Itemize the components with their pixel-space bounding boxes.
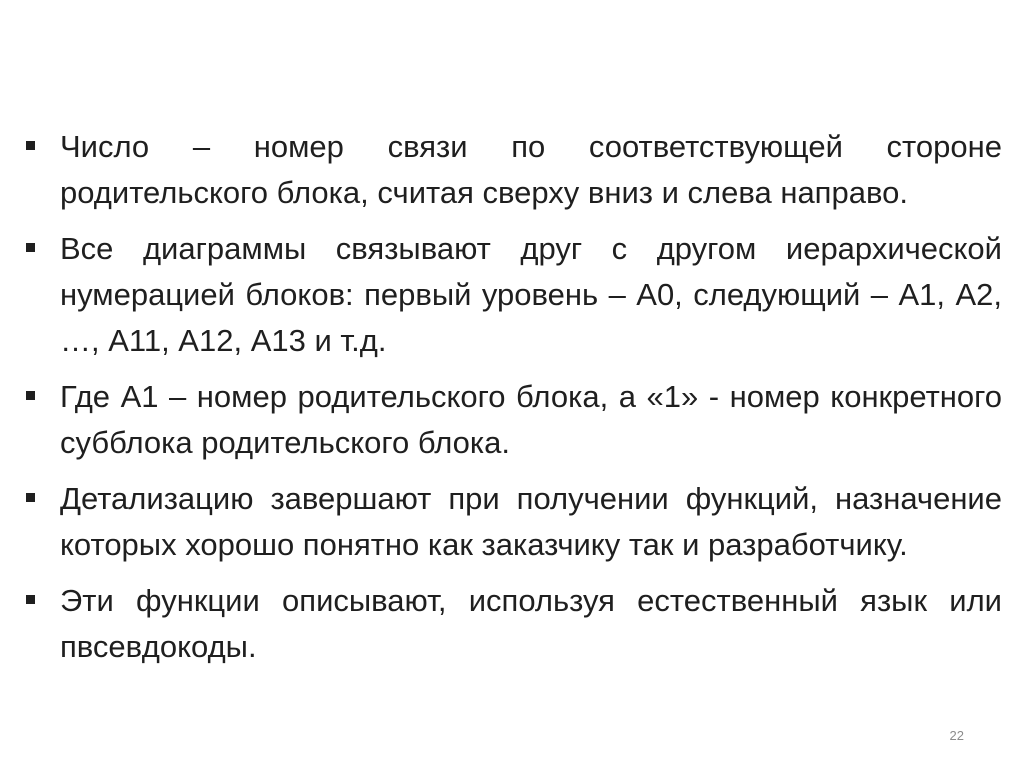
page-number: 22 bbox=[949, 728, 964, 743]
bullet-item bbox=[22, 476, 1002, 568]
square-bullet-icon bbox=[26, 391, 35, 400]
bullet-text: Все диаграммы связывают друг с другом иерархической нумерацией блоков: первый уровень – А0, следующий – А1, А2, …, А11, А12, А13 и т.д. bbox=[60, 231, 1002, 358]
bullet-item bbox=[22, 578, 1002, 670]
bullet-item bbox=[22, 226, 1002, 364]
bullet-item bbox=[22, 374, 1002, 466]
square-bullet-icon bbox=[26, 141, 35, 150]
bullet-text: Эти функции описывают, используя естественный язык или пвсевдокоды. bbox=[60, 583, 1002, 664]
bullet-text: Где А1 – номер родительского блока, а «1» - номер конкретного субблока родительского блока. bbox=[60, 379, 1002, 460]
square-bullet-icon bbox=[26, 595, 35, 604]
square-bullet-icon bbox=[26, 243, 35, 252]
bullet-text: Число – номер связи по соответствующей стороне родительского блока, считая сверху вниз и слева направо. bbox=[60, 129, 1002, 210]
bullet-list bbox=[22, 124, 1002, 680]
bullet-item bbox=[22, 124, 1002, 216]
bullet-text: Детализацию завершают при получении функций, назначение которых хорошо понятно как заказчику так и разработчику. bbox=[60, 481, 1002, 562]
square-bullet-icon bbox=[26, 493, 35, 502]
